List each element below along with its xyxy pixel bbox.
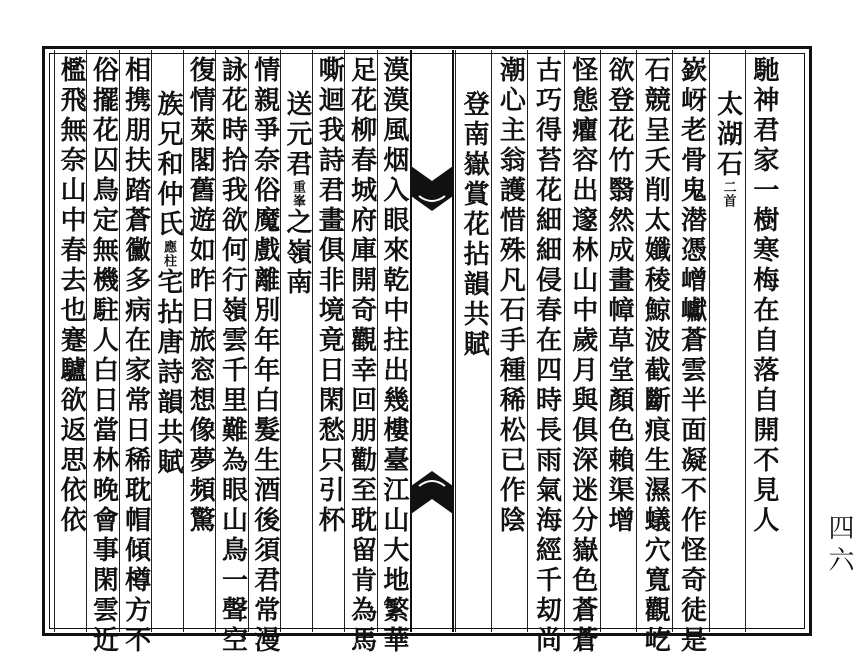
column-main-text: 復情萊閣舊遊如昨日旅窓想像夢頻驚	[185, 56, 216, 536]
column-main-text: 太湖石	[712, 90, 743, 180]
text-column	[248, 50, 281, 656]
column-main-text: 檻飛無奈山中春去也蹇驢欲返思依依	[56, 56, 87, 536]
text-column	[119, 50, 152, 656]
text-column	[636, 50, 673, 656]
text-column	[564, 50, 601, 656]
column-text	[531, 56, 562, 656]
column-main-text: 嘶迴我詩君畫俱非境竟日閑愁只引杯	[314, 56, 345, 536]
column-main-text: 族兄和仲氏	[152, 90, 183, 240]
column-text	[249, 56, 280, 656]
column-tail-text: 宅拈唐詩韻共賦	[152, 268, 183, 478]
column-annotation: 重峯	[290, 180, 306, 208]
column-text	[88, 56, 119, 656]
column-main-text: 送元君	[282, 90, 313, 180]
text-column	[280, 50, 313, 632]
column-text	[712, 90, 743, 208]
column-text	[185, 56, 216, 536]
column-main-text: 怪態癯容出邃林山中歲月與俱深迷分嶽色蒼蒼	[567, 56, 598, 656]
column-text	[748, 56, 779, 536]
column-text	[676, 56, 707, 656]
column-text	[346, 56, 377, 656]
column-tail-text: 之嶺南	[282, 208, 313, 298]
column-text	[314, 56, 345, 536]
column-main-text: 嶔岈老骨鬼潜憑嶒巘蒼雲半面凝不作怪奇徒是	[676, 56, 707, 656]
column-annotation: 應柱	[160, 240, 176, 268]
column-main-text: 古巧得苔花細細侵春在四時長雨氣海經千刧尚	[531, 56, 562, 656]
column-main-text: 詠花時拾我欲何行嶺雲千里難為眼山鳥一聲空	[217, 56, 248, 656]
text-column	[151, 50, 184, 632]
column-main-text: 登南嶽賞花拈韻共賦	[459, 90, 490, 360]
text-column	[709, 50, 746, 632]
column-main-text: 情親爭奈俗魔戲離別年年白髮生酒後須君常漫	[249, 56, 280, 656]
column-main-text: 相携朋扶踏蒼黴多病在家常日稀耽帽傾樽方不	[120, 56, 151, 656]
text-column	[86, 50, 119, 656]
text-column	[54, 50, 87, 632]
page-number: 四六	[824, 514, 854, 578]
text-column	[312, 50, 345, 632]
text-column	[672, 50, 709, 656]
column-text	[603, 56, 634, 536]
text-column	[215, 50, 248, 656]
text-column	[527, 50, 564, 656]
text-column	[344, 50, 377, 656]
column-main-text: 俗擺花囚鳥定無機駐人白日當林晚會事閑雲近	[88, 56, 119, 656]
column-main-text: 石競呈夭削太孅稜鯨波截斷痕生濕蟻穴寬觀屹	[640, 56, 671, 656]
text-column	[491, 50, 528, 632]
column-main-text: 馳神君家一樹寒梅在自落自開不見人	[748, 56, 779, 536]
column-text	[217, 56, 248, 656]
text-column	[183, 50, 216, 632]
column-main-text: 漠漠風烟入眼來乾中拄出幾樓臺江山大地繁華	[378, 56, 409, 656]
column-text	[495, 56, 526, 536]
column-text	[282, 90, 313, 298]
column-annotation: 二首	[720, 180, 736, 208]
column-main-text: 欲登花竹翳然成畫幛草堂顏色賴渠增	[603, 56, 634, 536]
column-text	[152, 90, 183, 478]
fold-fishtail-mark	[409, 46, 455, 636]
text-column	[745, 50, 782, 632]
column-main-text: 潮心主翁護惜殊凡石手種稀松已作陰	[495, 56, 526, 536]
text-column	[455, 50, 492, 632]
column-text	[567, 56, 598, 656]
column-text	[378, 56, 409, 656]
column-text	[459, 90, 490, 360]
column-text	[56, 56, 87, 536]
column-text	[640, 56, 671, 656]
text-column	[377, 50, 410, 656]
column-main-text: 足花柳春城府庫開奇觀幸回朋勸至耽留肯為馬	[346, 56, 377, 656]
column-text	[120, 56, 151, 656]
text-column	[600, 50, 637, 632]
